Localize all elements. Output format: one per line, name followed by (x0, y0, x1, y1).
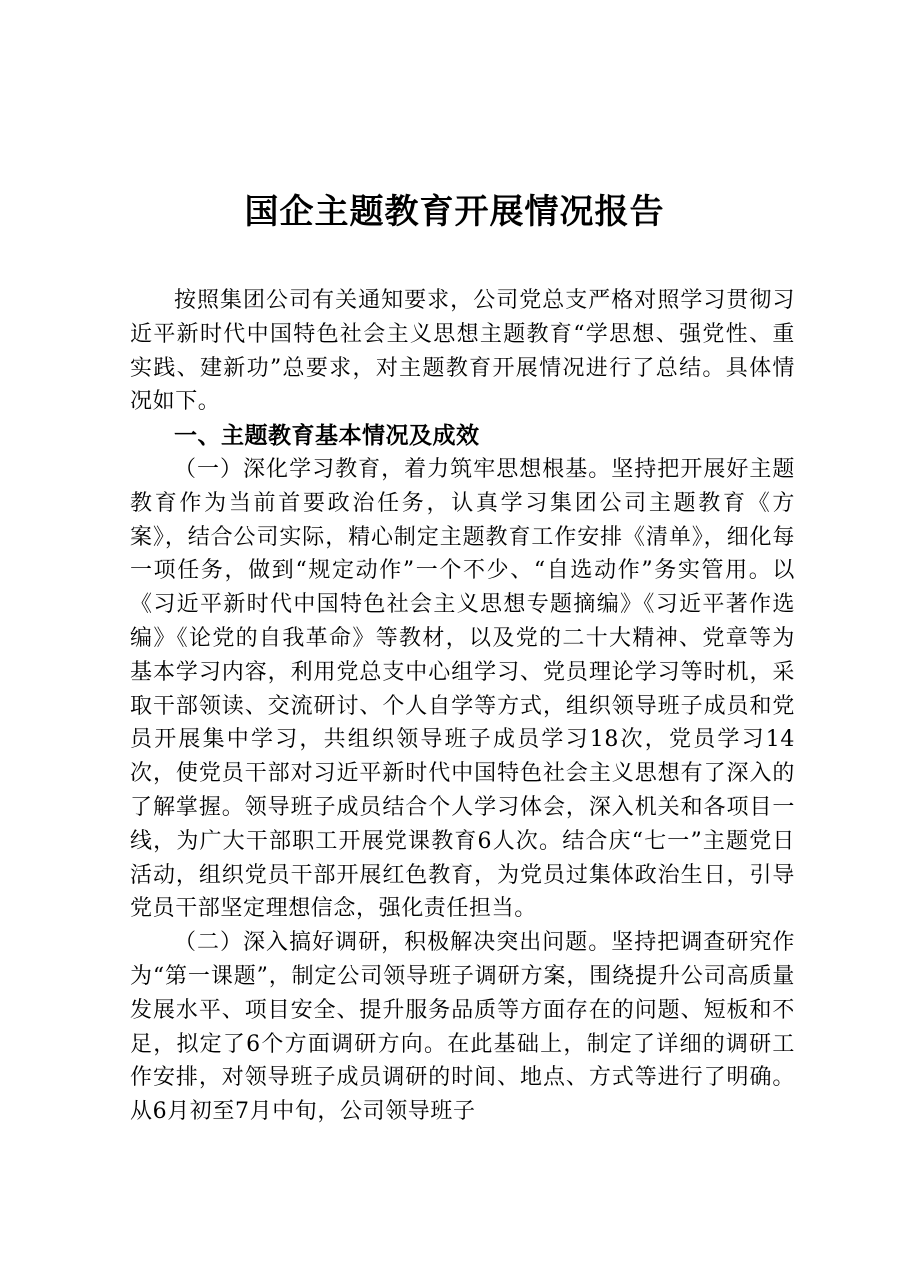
section-heading: 一、主题教育基本情况及成效 (174, 422, 480, 450)
section-item-2-lead: （二）深入搞好调研，积极解决突出问题。 (174, 930, 612, 956)
document-body (130, 284, 795, 1129)
section-item-1-paragraph (130, 453, 795, 926)
intro-paragraph: 按照集团公司有关通知要求，公司党总支严格对照学习贯彻习近平新时代中国特色社会主义思想主题教育“学思想、强党性、重实践、建新功”总要求，对主题教育开展情况进行了总结。具体情况如下。 (130, 288, 795, 415)
section-item-1-text: 坚持把开展好主题教育作为当前首要政治任务，认真学习集团公司主题教育《方案》，结合公司实际，精心制定主题教育工作安排《清单》，细化每一项任务，做到“规定动作”一个不少、“自选动作”务实管用。以《习近平新时代中国特色社会主义思想专题摘编》《习近平著作选编》《论党的自我革命》等教材，以及党的二十大精神、党章等为基本学习内容，利用党总支中心组学习、党员理论学习等时机，采取干部领读、交流研讨、个人自学等方式，组织领导班子成员和党员开展集中学习，共组织领导班子成员学习18次，党员学习14次，使党员干部对习近平新时代中国特色社会主义思想有了深入的了解掌握。领导班子成员结合个人学习体会，深入机关和各项目一线，为广大干部职工开展党课教育6人次。结合庆“七一”主题党日活动，组织党员干部开展红色教育，为党员过集体政治生日，引导党员干部坚定理想信念，强化责任担当。 (130, 456, 795, 922)
document-title: 国企主题教育开展情况报告 (244, 192, 665, 232)
section-item-2-text: 坚持把调查研究作为“第一课题”，制定公司领导班子调研方案，围绕提升公司高质量发展水平、项目安全、提升服务品质等方面存在的问题、短板和不足，拟定了6个方面调研方向。在此基础上，制定了详细的调研工作安排，对领导班子成员调研的时间、地点、方式等进行了明确。从6月初至7月中旬，公司领导班子 (130, 930, 795, 1125)
section-item-2-paragraph (130, 926, 795, 1129)
section-item-1-lead: （一）深化学习教育，着力筑牢思想根基。 (174, 456, 612, 482)
